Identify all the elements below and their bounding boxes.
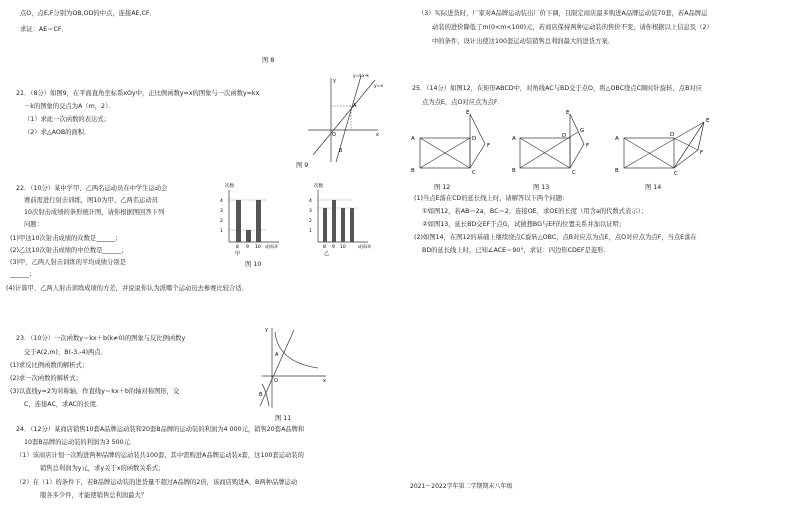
label-D: D <box>562 133 567 139</box>
label-B: B <box>259 392 263 398</box>
label-O: O <box>274 378 278 384</box>
q25-sub-3: ②如图13，延长BD交EF于点G，试猜想BG与EF的位置关系并加以证明； <box>422 221 626 228</box>
label-F: F <box>586 143 590 149</box>
q23-line-2: 交于A(2,m)、B(-3,-4)两点． <box>24 349 107 356</box>
label-F: F <box>487 143 491 149</box>
chart-a-ylabel: 次数 <box>225 184 234 189</box>
label-y: y <box>333 78 336 84</box>
q22-last-line: (4)计算甲、乙两人射击训练成绩的方差，并说说你认为派哪个运动员去参赛比较合适． <box>6 285 248 292</box>
label-line2: y=x <box>374 84 384 89</box>
q24-line-6: 服各多少件，才能使销售总利润最大？ <box>40 492 148 499</box>
q22-line-7: (3)甲、乙两人射击训练的平均成绩分别是 <box>10 259 126 266</box>
label-line1: y=kx-k <box>353 74 369 79</box>
label-x: x <box>376 132 379 138</box>
q23-line-4: (2)求一次函数的解析式； <box>10 375 82 382</box>
fig13-caption: 图 13 <box>533 184 550 191</box>
q24-line-3: （1）该商店计划一次购进两种品牌的运动装共100套，其中需购进A品牌运动装x套，这100套运动装的 <box>16 452 304 459</box>
label-B: B <box>339 148 343 154</box>
svg-text:4: 4 <box>220 199 223 204</box>
chart-a-xlabel: 成绩/环 <box>265 244 279 249</box>
label-G: G <box>580 128 585 134</box>
q22-line-3: 10次射击成绩的条形统计图，请你根据图回答下列 <box>24 209 165 216</box>
q24-line-4: 销售总利润为y元，求y关于x的函数关系式； <box>40 465 165 472</box>
bar-b-1 <box>323 208 327 242</box>
label-E: E <box>706 118 710 124</box>
q25-sub-2: ①如图12，若AB＝2a，BC＝2，连接OE，求OE的长度（用含a的代数式表示）； <box>422 208 648 215</box>
fig14-caption: 图 14 <box>645 184 662 191</box>
q23-line-1: 23．（10分）一次函数y＝kx＋b(k≠0)的图象与反比例函数y <box>16 335 186 342</box>
bar-b-2 <box>332 200 336 242</box>
label-D: D <box>670 132 675 138</box>
svg-text:2: 2 <box>309 219 312 224</box>
q24-line-2: 10套B品牌的运动装的利润为3 500元． <box>24 439 137 446</box>
svg-text:10: 10 <box>340 245 346 250</box>
q22-line-8: ______； <box>10 271 36 278</box>
q24-3-line-2: 动装的进价降低了m(0<m<100)元，若商店保持两种运动装的售价不变，请你根据以上信息及（2） <box>432 24 713 31</box>
q23-line-6: C，连接AC，求AC的长度． <box>24 401 103 408</box>
q21-line-2: －k的图象的交点为A（m，2）． <box>24 103 115 110</box>
svg-text:8: 8 <box>323 245 326 250</box>
q22-line-6: (2)乙这10次射击成绩的中位数是______； <box>10 247 128 254</box>
footer: 2021～2022学年第二学期期末八年级 <box>410 483 513 490</box>
label-B: B <box>512 168 516 174</box>
q25-line-2: 点为点E，点O对应点为点F． <box>422 99 504 106</box>
label-C: C <box>674 171 678 177</box>
q22-line-2: 赛前需进行射击训练，图10为甲、乙两名运动员 <box>24 197 158 204</box>
label-B: B <box>411 168 415 174</box>
svg-text:3: 3 <box>309 209 312 214</box>
fig12-caption: 图 12 <box>434 184 451 191</box>
q22-line-5: (1)甲这10次射击成绩的众数是______； <box>10 235 122 242</box>
q24-3-line-3: 中的条件，设计出使这100套运动装销售总利润最大的进货方案． <box>432 38 615 45</box>
q24-3-line-1: （3）实际进货时，厂家对A品牌运动装出厂价下调，且限定商店最多购进A品牌运动装70套，若A品牌运 <box>418 10 708 17</box>
q25-sub-5: BD的延长线上时，已知∠ACE＝90°，求证：四边形CDEF是菱形． <box>422 247 610 254</box>
label-B: B <box>615 168 619 174</box>
top-line-2: 求证：AE＝CF． <box>20 26 68 33</box>
fig8-caption: 图 8 <box>262 57 275 64</box>
label-C: C <box>472 170 476 176</box>
fig10-chart-a <box>217 180 287 257</box>
bar-b-3 <box>341 208 345 242</box>
label-C: C <box>572 170 576 176</box>
fig9-graph <box>303 70 383 165</box>
label-E: E <box>566 110 570 116</box>
svg-text:1: 1 <box>220 229 223 234</box>
fig11-caption: 图 11 <box>275 415 292 422</box>
svg-text:9: 9 <box>246 245 249 250</box>
fig11-graph <box>258 324 330 409</box>
svg-text:1: 1 <box>309 229 312 234</box>
bar-a-3 <box>256 200 261 242</box>
q23-line-5: (3)以直线y=2为对称轴，作直线y＝kx＋b的轴对称图形，交 <box>10 388 180 395</box>
label-A: A <box>275 352 279 358</box>
label-y: y <box>265 327 268 333</box>
hyperbola-upper <box>275 332 318 368</box>
chart-a-label: 甲 <box>235 251 241 257</box>
q25-sub-1: (1)当点E落在CD的延长线上时，请解答以下两个问题： <box>414 195 569 202</box>
bar-b-4 <box>350 208 354 242</box>
label-x: x <box>323 378 326 384</box>
q21-line-1: 21．（8分）如图9，在平面直角坐标系xOy中，正比例函数y=x的图象与一次函数y=kx <box>16 90 260 97</box>
svg-text:4: 4 <box>309 199 312 204</box>
label-A: A <box>615 136 619 142</box>
q21-line-3: （1）求此一次函数的表达式； <box>24 116 110 123</box>
fig10-chart-b <box>306 180 384 257</box>
chart-b-label: 乙 <box>324 251 330 257</box>
label-A: A <box>411 136 415 142</box>
hyperbola-lower <box>262 384 269 406</box>
q22-line-1: 22．（10分）某中学甲、乙两名运动员在中学生运动会 <box>16 185 168 192</box>
label-O: O <box>332 132 336 138</box>
fig13 <box>512 110 610 185</box>
label-F: F <box>700 150 704 156</box>
fig10-caption: 图 10 <box>245 261 262 268</box>
label-D: D <box>472 136 477 142</box>
svg-text:9: 9 <box>332 245 335 250</box>
label-A: A <box>353 103 357 109</box>
q24-line-1: 24．（12分）某商店销售10套A品牌运动装和20套B品牌的运动装的利润为4 000元，销售20套A品牌和 <box>16 426 305 433</box>
q22-line-4: 问题： <box>24 221 43 228</box>
q25-sub-4: (2)如图14，在图12的基础上继续绕点C旋转△OBC，点B对应点为点E，点O对应点为点F，当点E落在 <box>414 234 697 241</box>
fig14 <box>614 110 724 185</box>
chart-b-ylabel: 次数 <box>314 184 323 189</box>
label-E: E <box>466 110 470 116</box>
svg-text:3: 3 <box>220 209 223 214</box>
q24-line-5: （2）在（1）的条件下，若B品牌运动装的进货量不超过A品牌的2倍，该商店购进A、B两种品牌运动 <box>16 479 298 486</box>
bar-a-1 <box>236 200 241 242</box>
chart-b-xlabel: 成绩/环 <box>358 244 372 249</box>
svg-text:10: 10 <box>255 245 261 250</box>
fig9-caption: 图 9 <box>296 162 309 169</box>
top-line-1: 点O，点E,F分别为OB,OD的中点，连接AE,CF． <box>20 10 156 17</box>
label-A: A <box>512 136 516 142</box>
q21-line-4: （2）求△AOB的面积． <box>24 129 91 136</box>
q23-line-3: (1)求反比例函数的解析式； <box>10 362 89 369</box>
line-y-eq-x <box>313 80 375 155</box>
fig12 <box>410 110 508 185</box>
q25-line-1: 25．（14分）如图12，在矩形ABCD中，对角线AC与BD交于点O，将△OBC绕点C顺时针旋转，点B对应 <box>412 85 702 92</box>
svg-text:2: 2 <box>220 219 223 224</box>
bar-a-2 <box>246 230 251 242</box>
svg-text:8: 8 <box>236 245 239 250</box>
